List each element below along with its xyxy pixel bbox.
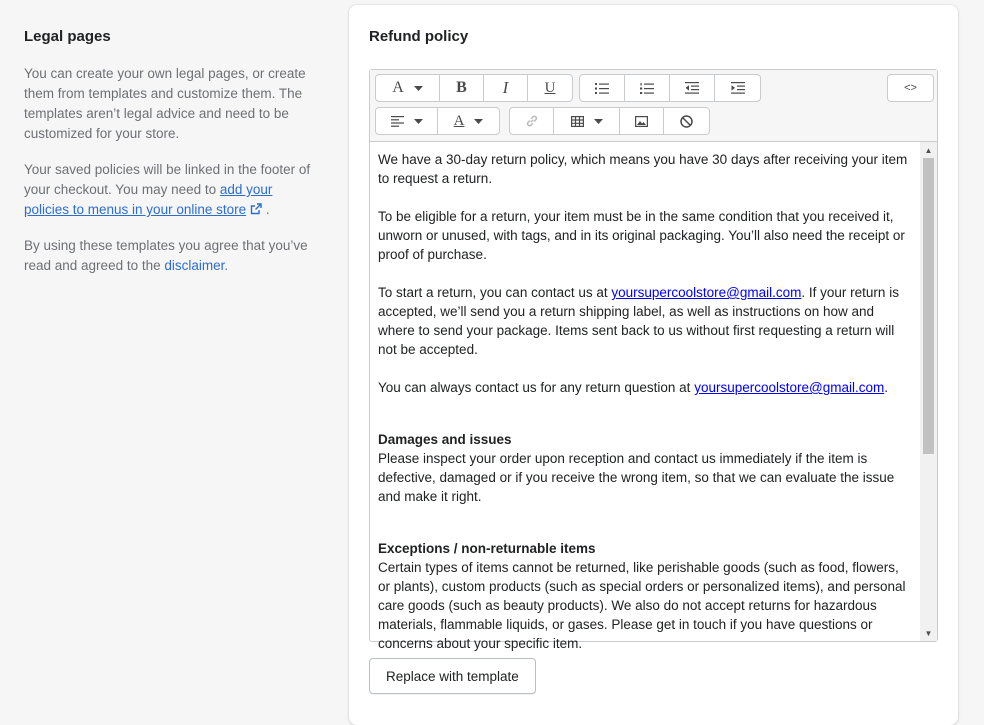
disclaimer-paragraph: By using these templates you agree that you’ve read and agreed to the disclaimer. [24, 238, 308, 273]
section-title: Legal pages [24, 28, 111, 45]
chevron-down-icon [414, 86, 423, 91]
intro-paragraph: You can create your own legal pages, or create them from templates and customize them. The templates aren’t legal advice and need to be customized for your store. [24, 66, 306, 141]
policy-section: Exceptions / non-returnable items Certain types of items cannot be returned, like perishable goods (such as food, flowers, or plants), custom products (such as special orders or personalized items), and personal care goods (such as beauty products). We also do not accept returns for hazardous materials, flammable liquids, or gases. Please get in touch if you have questions or concerns about your specific item. [378, 541, 906, 651]
policy-paragraph: We have a 30-day return policy, which means you have 30 days after receiving your item to request a return. [378, 152, 908, 186]
editor-content[interactable] [370, 142, 919, 651]
numbered-list-icon [640, 83, 654, 94]
chevron-down-icon [594, 119, 603, 124]
refund-policy-card [349, 5, 958, 725]
replace-with-template-button[interactable]: Replace with template [369, 658, 536, 694]
insert-table-dropdown[interactable] [554, 108, 620, 134]
policy-paragraph: You can always contact us for any return question at yoursupercoolstore@gmail.com. [378, 380, 888, 395]
policy-paragraph: To be eligible for a return, your item must be in the same condition that you received it, unworn or unused, with tags, and in its original packaging. You’ll also need the receipt or proof of purchase. [378, 209, 905, 262]
rich-text-editor [369, 69, 938, 651]
bullet-list-button[interactable] [580, 75, 625, 101]
editor-scrollbar[interactable] [920, 142, 937, 641]
insert-image-button[interactable] [620, 108, 664, 134]
html-view-group [887, 74, 934, 102]
footer-info-paragraph: Your saved policies will be linked in the footer of your checkout. You may need to add your policies to menus in your online store . [24, 162, 311, 217]
policy-paragraph: To start a return, you can contact us at yoursupercoolstore@gmail.com. If your return is accepted, we’ll send you a return shipping label, as well as instructions on how and where to send your package. Items sent back to us without first requesting a return will not be accepted. [378, 285, 899, 357]
list-indent-group [579, 74, 761, 102]
clear-formatting-button[interactable] [664, 108, 709, 134]
legal-pages-description [24, 27, 314, 292]
insert-group [509, 107, 710, 135]
alignment-color-group [375, 107, 500, 135]
indent-icon [731, 82, 745, 94]
text-align-dropdown[interactable] [376, 108, 438, 134]
italic-button[interactable]: I [484, 75, 528, 101]
external-link-icon [250, 203, 262, 215]
bullet-list-icon [595, 83, 609, 94]
table-icon [571, 116, 584, 127]
scrollbar-thumb[interactable] [923, 158, 934, 454]
image-icon [635, 116, 648, 127]
card-title: Refund policy [369, 28, 469, 45]
disclaimer-link[interactable]: disclaimer [164, 258, 225, 273]
font-style-dropdown[interactable]: A [376, 75, 440, 101]
section-heading: Damages and issues [378, 432, 512, 447]
policy-section: Damages and issues Please inspect your order upon reception and contact us immediately if the item is defective, damaged or if you receive the wrong item, so that we can evaluate the issue and make it right. [378, 432, 895, 504]
text-format-group [375, 74, 573, 102]
section-heading: Exceptions / non-returnable items [378, 541, 596, 556]
outdent-icon [685, 82, 699, 94]
text-color-dropdown[interactable]: A [438, 108, 499, 134]
bold-button[interactable]: B [440, 75, 484, 101]
indent-button[interactable] [715, 75, 760, 101]
insert-link-button[interactable] [510, 108, 554, 134]
chevron-down-icon [474, 119, 483, 124]
underline-button[interactable]: U [544, 79, 556, 96]
show-html-button[interactable]: <> [904, 82, 917, 94]
link-icon [525, 114, 539, 128]
store-email-link[interactable]: yoursupercoolstore@gmail.com [611, 285, 802, 300]
clear-formatting-icon [680, 115, 693, 128]
scroll-up-icon[interactable]: ▲ [924, 145, 933, 155]
add-policies-link[interactable]: add your policies to menus in your online store [24, 182, 273, 217]
scroll-down-icon[interactable]: ▼ [924, 628, 933, 638]
align-left-icon [391, 116, 404, 127]
outdent-button[interactable] [670, 75, 715, 101]
numbered-list-button[interactable] [625, 75, 670, 101]
chevron-down-icon [414, 119, 423, 124]
store-email-link[interactable]: yoursupercoolstore@gmail.com [694, 380, 885, 395]
editor-toolbar [370, 70, 937, 142]
